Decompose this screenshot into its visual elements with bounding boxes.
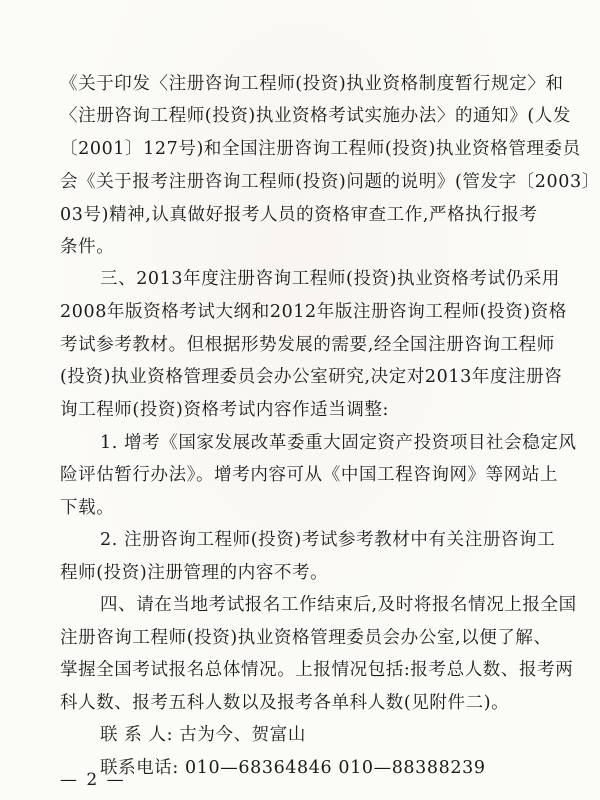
- contact-person: 联 系 人: 古为今、贺富山: [100, 725, 306, 745]
- page-number: — 2 —: [60, 770, 126, 790]
- section-three-heading: 三、2013年度注册咨询工程师(投资)执业资格考试仍采用: [100, 269, 560, 289]
- paragraph-line: 《关于印发〈注册咨询工程师(投资)执业资格制度暂行规定〉和: [60, 74, 564, 94]
- paragraph-line: 条件。: [60, 237, 115, 257]
- paragraph-line: 科人数、报考五科人数以及报考各单科人数(见附件二)。: [60, 693, 510, 713]
- paragraph-line: 险评估暂行办法》。增考内容可从《中国工程咨询网》等网站上: [60, 465, 559, 485]
- paragraph-line: 注册咨询工程师(投资)执业资格管理委员会办公室,以便了解、: [60, 628, 552, 648]
- paragraph-line: 掌握全国考试报名总体情况。上报情况包括:报考总人数、报考两: [60, 660, 574, 680]
- item-two: 2. 注册咨询工程师(投资)考试参考教材中有关注册咨询工: [100, 530, 556, 550]
- paragraph-line: 下载。: [60, 498, 115, 518]
- paragraph-line: 程师(投资)注册管理的内容不考。: [60, 563, 329, 583]
- paragraph-line: 2008年版资格考试大纲和2012年版注册咨询工程师(投资)资格: [60, 302, 567, 322]
- paragraph-line: 考试参考教材。但根据形势发展的需要,经全国注册咨询工程师: [60, 335, 555, 355]
- item-one: 1. 增考《国家发展改革委重大固定资产投资项目社会稳定风: [100, 433, 577, 453]
- section-four-heading: 四、请在当地考试报名工作结束后,及时将报名情况上报全国: [100, 595, 577, 615]
- paragraph-line: 询工程师(投资)资格考试内容作适当调整:: [60, 400, 390, 420]
- paragraph-line: 〈注册咨询工程师(投资)执业资格考试实施办法〉的通知》(人发: [60, 106, 571, 126]
- contact-phone: 联系电话: 010—68364846 010—88388239: [100, 758, 486, 778]
- paragraph-line: (投资)执业资格管理委员会办公室研究,决定对2013年度注册咨: [60, 367, 563, 387]
- paragraph-line: 会《关于报考注册咨询工程师(投资)问题的说明》(管发字〔2003〕: [60, 172, 600, 192]
- paragraph-line: 〔2001〕127号)和全国注册咨询工程师(投资)执业资格管理委员: [60, 139, 581, 159]
- paragraph-line: 03号)精神,认真做好报考人员的资格审查工作,严格执行报考: [60, 205, 538, 225]
